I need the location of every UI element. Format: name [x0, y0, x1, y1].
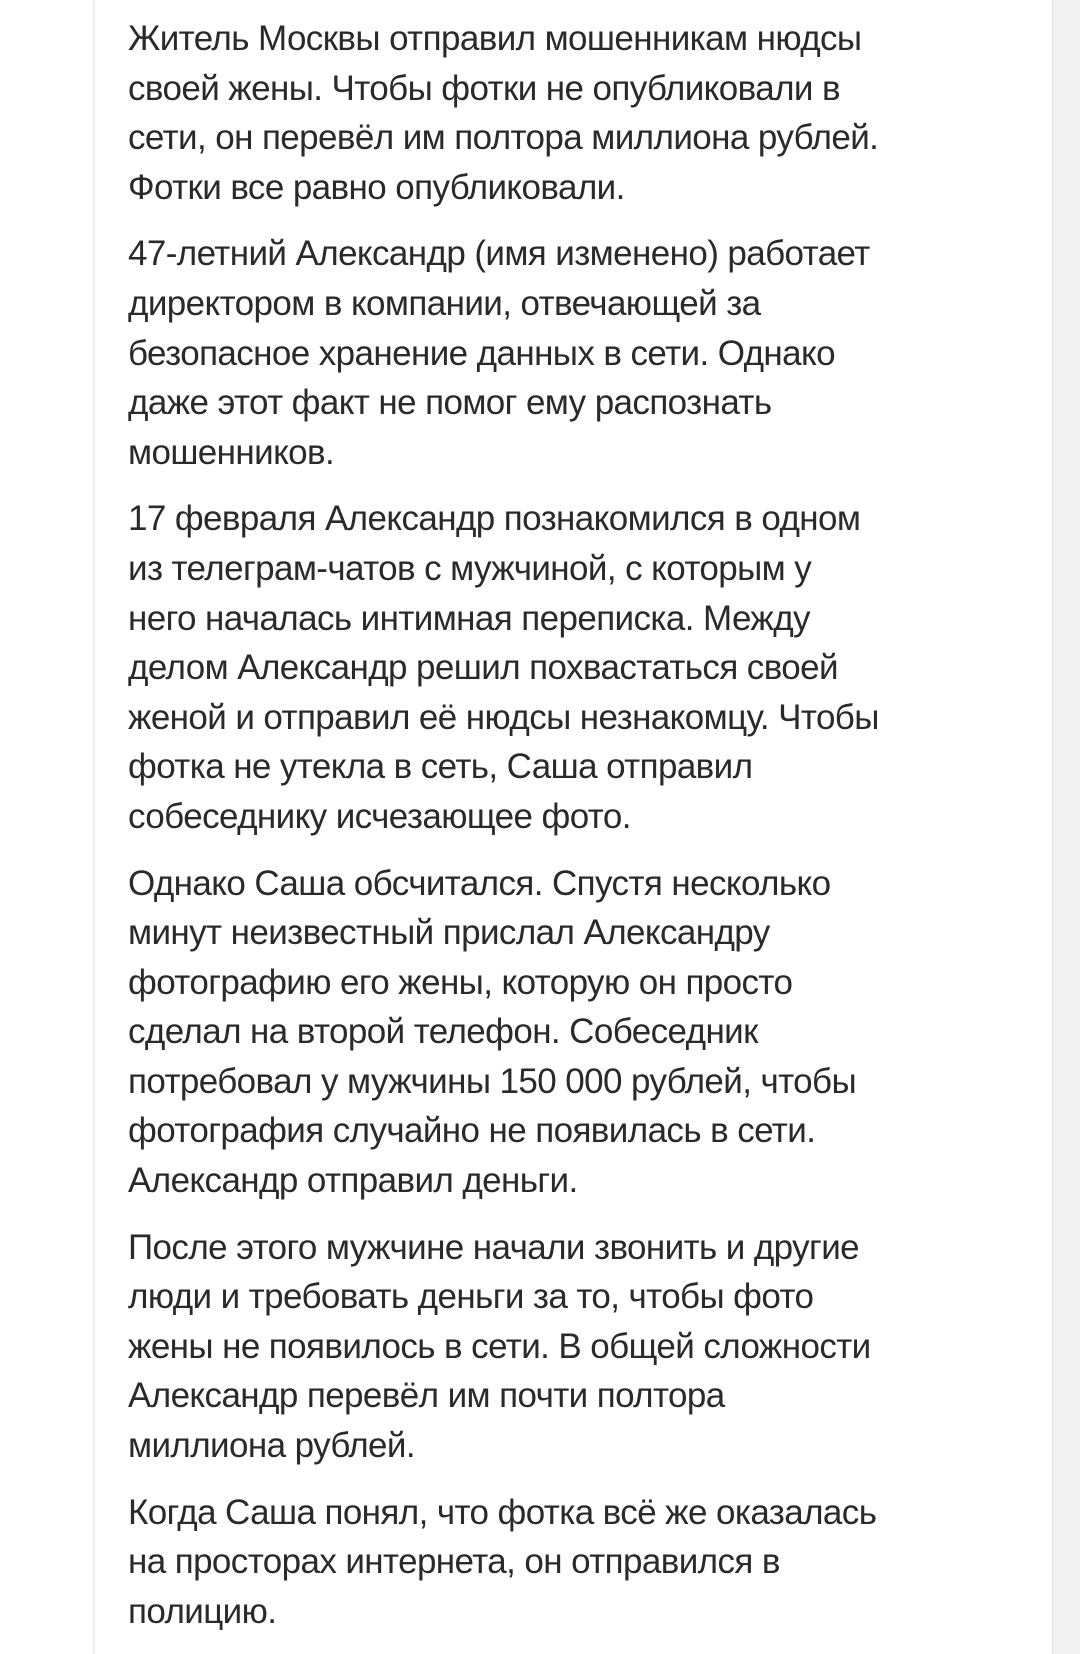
- right-gutter: [1053, 0, 1080, 1654]
- post-text: [128, 14, 938, 1653]
- paragraph-4: Однако Саша обсчитался. Спустя несколько минут неизвестный прислал Александру фотографию его жены, которую он просто сделал на второй телефон. Собеседник потребовал у мужчины 150 000 рублей, чтобы фотография случайно не появилась в сети. Александр отправил деньги.: [128, 863, 857, 1201]
- paragraph-2: 47-летний Александр (имя изменено) работает директором в компании, отвечающей за безопасное хранение данных в сети. Однако даже этот факт не помог ему распознать мошенников.: [128, 234, 870, 472]
- left-gutter: [0, 0, 94, 1654]
- paragraph-6: Когда Саша понял, что фотка всё же оказалась на просторах интернета, он отправился в полицию.: [128, 1492, 877, 1631]
- left-border-divider: [93, 0, 95, 1654]
- paragraph-5: После этого мужчине начали звонить и другие люди и требовать деньги за то, чтобы фото жены не появилось в сети. В общей сложности Александр перевёл им почти полтора миллиона рублей.: [128, 1227, 871, 1466]
- paragraph-1: Житель Москвы отправил мошенникам нюдсы своей жены. Чтобы фотки не опубликовали в сети, он перевёл им полтора миллиона рублей. Фотки все равно опубликовали.: [128, 19, 879, 207]
- paragraph-3: 17 февраля Александр познакомился в одном из телеграм-чатов с мужчиной, с которым у него началась интимная переписка. Между делом Александр решил похвастаться своей женой и отправил её нюдсы незнакомцу. Чтобы фотка не утекла в сеть, Саша отправил собеседнику исчезающее фото.: [128, 499, 879, 836]
